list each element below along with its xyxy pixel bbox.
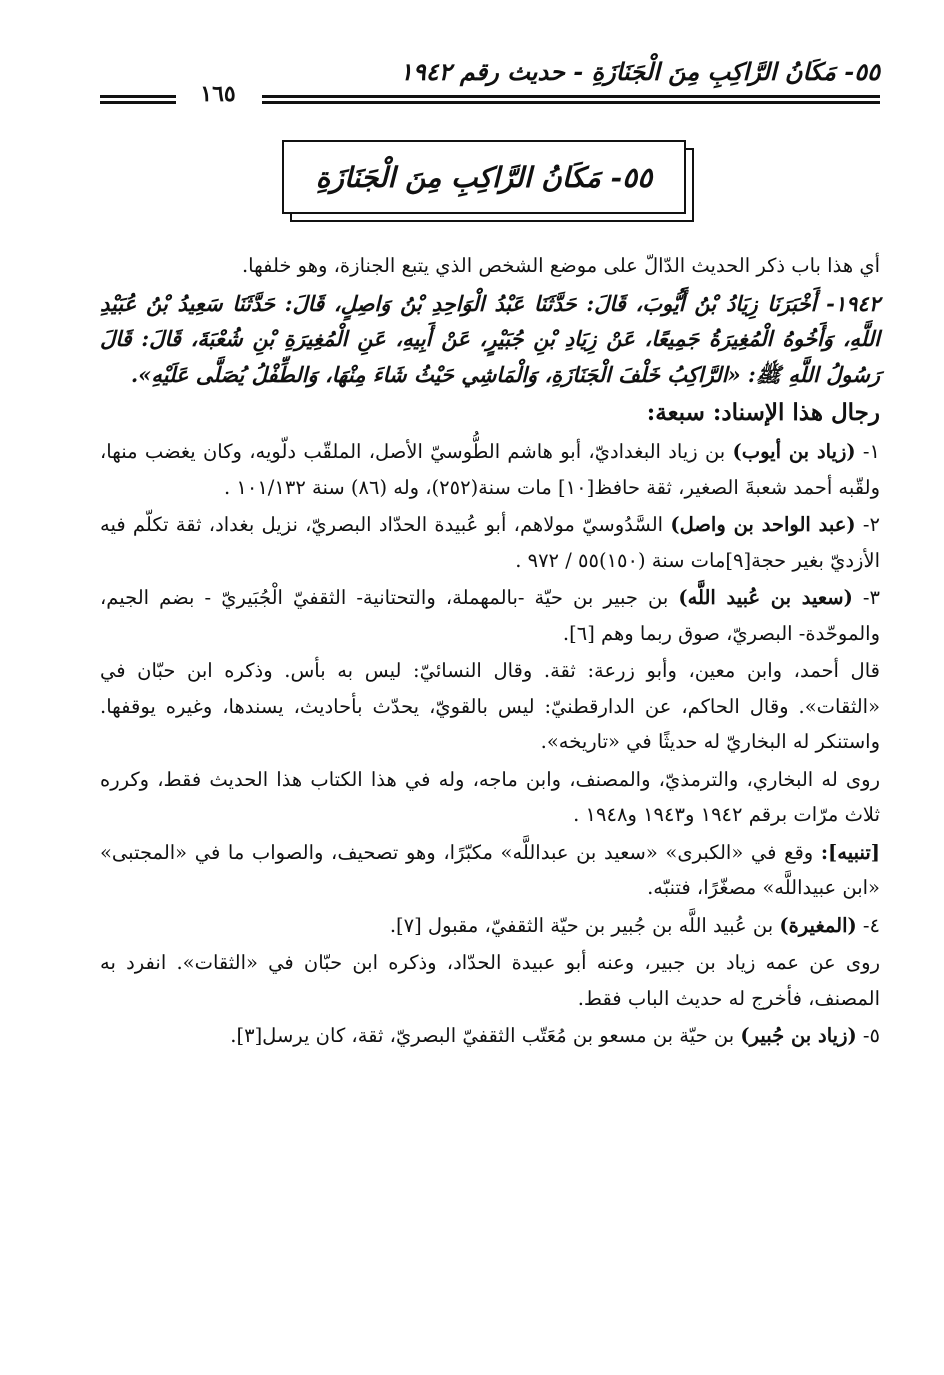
- header-rules: [100, 81, 880, 113]
- header-rule: [100, 95, 176, 98]
- narrator-name: (زياد بن أيوب): [732, 440, 856, 463]
- narrator-entry-4: [100, 908, 880, 944]
- narrator-name: (زياد بن جُبير): [740, 1024, 857, 1047]
- tanbih-paragraph: [100, 835, 880, 906]
- narrator-entry-5: [100, 1018, 880, 1054]
- intro-paragraph: أي هذا باب ذكر الحديث الدّالّ على موضع الشخص الذي يتبع الجنازة، وهو خلفها.: [241, 254, 880, 277]
- narrator-name: (سعيد بن عُبيد اللَّه): [678, 586, 853, 609]
- narrator-entry-2: [100, 507, 880, 578]
- body-text: [100, 248, 880, 1056]
- narrator-text: السَّدُوسيّ مولاهم، أبو عُبيدة الحدّاد البصريّ، نزيل بغداد، ثقة تكلّم فيه الأزديّ بغير حجة[٩]مات سنة (١٥٠)٥٥ / ٩٧٢ .: [100, 513, 880, 572]
- narrator-number: ٢-: [855, 513, 880, 536]
- header-rule: [262, 95, 880, 98]
- narrator-entry-1: [100, 434, 880, 505]
- narrator-text: بن عُبيد اللَّه بن جُبير بن حيّة الثقفيّ، مقبول [٧].: [389, 913, 780, 937]
- section-heading: رجال هذا الإسناد: سبعة:: [646, 399, 880, 426]
- narrator-number: ٤-: [856, 913, 880, 937]
- narrator-number: ٣-: [852, 586, 880, 609]
- narrator-number: ١-: [855, 440, 881, 463]
- running-header-title: ٥٥- مَكَانُ الرَّاكِبِ مِنَ الْجَنَازَةِ - حديث رقم ١٩٤٢: [399, 57, 880, 86]
- notes-paragraph: روى عن عمه زياد بن جبير، وعنه أبو عبيدة الحدّاد، وذكره ابن حبّان في «الثقات». انفرد به المصنف، فأخرج له حديث الباب فقط.: [100, 951, 880, 1010]
- tanbih-label: [تنبيه]:: [820, 840, 880, 864]
- narrator-entry-3: [100, 580, 880, 651]
- header-rule: [262, 101, 880, 104]
- narrator-text: بن زياد البغداديّ، أبو هاشم الطُّوسيّ الأصل، الملقّب دلّويه، وكان يغضب منها، ولقّبه أحمد شعبةَ الصغير، ثقة حافظ[١٠] مات سنة(٢٥٢)، وله (٨٦) سنة ١٠١/١٣٢ .: [100, 440, 880, 499]
- narrator-name: (المغيرة): [779, 913, 857, 937]
- narrator-text: بن حيّة بن مسعو بن مُعَتّب الثقفيّ البصريّ، ثقة، كان يرسل[٣].: [230, 1024, 741, 1047]
- chapter-title: ٥٥- مَكَانُ الرَّاكِبِ مِنَ الْجَنَازَةِ: [282, 140, 686, 214]
- narrator-text: بن جبير بن حيّة -بالمهملة، والتحتانية- الثقفيّ الْجُبَيريّ - بضم الجيم، والموحّدة- البصريّ، صوق ربما وهم [٦].: [100, 586, 880, 645]
- notes-paragraph: قال أحمد، وابن معين، وأبو زرعة: ثقة. وقال النسائيّ: ليس به بأس. وذكره ابن حبّان في «الثقات». وقال الحاكم، عن الدارقطنيّ: ليس بالقويّ، يحدّث بأحاديث، يسندها، وغيره يوقفها. واستنكر له البخاريّ له حديثًا في «تاريخه».: [100, 659, 880, 753]
- header-rule: [100, 101, 176, 104]
- notes-paragraph: روى له البخاري، والترمذيّ، والمصنف، وابن ماجه، وله في هذا الكتاب هذا الحديث فقط، وكرره ثلاث مرّات برقم ١٩٤٢ و١٩٤٣ و١٩٤٨ .: [100, 767, 880, 826]
- page-number: ١٦٥: [200, 81, 236, 107]
- tanbih-text: وقع في «الكبرى» «سعيد بن عبداللَّه» مكبّرًا، وهو تصحيف، والصواب ما في «المجتبى» «ابن عبيداللَّه» مصغّرًا، فتنبّه.: [100, 840, 880, 899]
- hadith-text: ١٩٤٢- أَخْبَرَنَا زِيَادُ بْنُ أَيُّوبَ، قَالَ: حَدَّثَنَا عَبْدُ الْوَاحِدِ بْنُ وَاصِلٍ، قَالَ: حَدَّثَنَا سَعِيدُ بْنُ عُبَيْدِ اللَّهِ، وَأَخُوهُ الْمُغِيرَةُ جَمِيعًا، عَنْ زِيَادِ بْنِ جُبَيْرٍ، عَنْ أَبِيهِ، عَنِ الْمُغِيرَةِ بْنِ شُعْبَةَ، قَالَ: قَالَ رَسُولُ اللَّهِ ﷺ: «الرَّاكِبُ خَلْفَ الْجَنَازَةِ، وَالْمَاشِي حَيْثُ شَاءَ مِنْهَا، وَالطِّفْلُ يُصَلَّى عَلَيْهِ».: [100, 290, 880, 387]
- narrator-number: ٥-: [856, 1024, 880, 1047]
- narrator-name: (عبد الواحد بن واصل): [670, 513, 856, 536]
